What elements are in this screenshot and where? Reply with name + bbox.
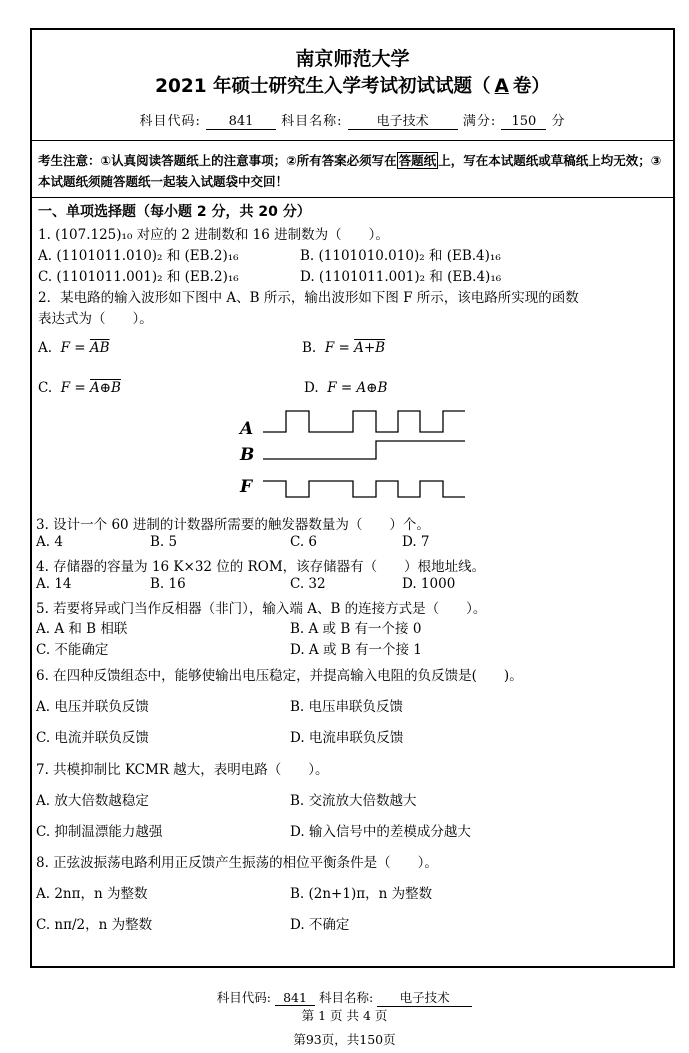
divider: [32, 140, 673, 141]
q1-option-d: D. (1101011.001)₂ 和 (EB.4)₁₆: [300, 269, 502, 285]
subject-code: 841: [206, 114, 276, 130]
q1-stem: 1. (107.125)₁₀ 对应的 2 进制数和 16 进制数为（ ）。: [38, 227, 389, 243]
q4-option-b: B. 16: [150, 576, 186, 592]
q6-option-b: B. 电压串联负反馈: [290, 699, 404, 715]
q8-option-b: B. (2n+1)π，n 为整数: [290, 886, 433, 902]
q8-option-a: A. 2nπ，n 为整数: [36, 886, 148, 902]
q3-option-d: D. 7: [402, 534, 430, 550]
wave-f: [263, 481, 465, 497]
q5-stem: 5. 若要将异或门当作反相器（非门），输入端 A、B 的连接方式是（ ）。: [36, 601, 487, 617]
wave-a: [263, 411, 465, 432]
university-name: 南京师范大学: [295, 48, 410, 70]
q1-option-c: C. (1101011.001)₂ 和 (EB.2)₁₆: [38, 269, 239, 285]
q4-option-d: D. 1000: [402, 576, 456, 592]
exam-version: A: [494, 76, 509, 97]
q4-option-c: C. 32: [290, 576, 326, 592]
q7-option-c: C. 抑制温漂能力越强: [36, 824, 163, 840]
footer-page: 第 1 页 共 4 页: [301, 1008, 388, 1023]
q7-option-d: D. 输入信号中的差模成分越大: [290, 824, 471, 840]
q1-option-b: B. (1101010.010)₂ 和 (EB.4)₁₆: [300, 248, 501, 264]
q3-option-c: C. 6: [290, 534, 318, 550]
footer-subject: 科目代码: 841 科目名称: 电子技术: [0, 988, 689, 1007]
q2-stem-line2: 表达式为（ ）。: [38, 311, 153, 327]
q3-stem: 3. 设计一个 60 进制的计数器所需要的触发器数量为（ ）个。: [36, 517, 430, 533]
wave-label-a: A: [240, 419, 254, 439]
section-heading: 一、单项选择题（每小题 2 分，共 20 分）: [38, 204, 311, 220]
subject-info: 科目代码: 841 科目名称: 电子技术 满分: 150 分: [32, 110, 673, 130]
q4-stem: 4. 存储器的容量为 16 K×32 位的 ROM，该存储器有（ ）根地址线。: [36, 559, 486, 575]
q3-option-a: A. 4: [36, 534, 63, 550]
q7-option-b: B. 交流放大倍数越大: [290, 793, 417, 809]
q6-stem: 6. 在四种反馈组态中，能够使输出电压稳定，并提高输入电阻的负反馈是( )。: [36, 668, 523, 684]
wave-b: [263, 441, 465, 459]
q5-option-c: C. 不能确定: [36, 642, 109, 658]
wave-label-f: F: [240, 477, 253, 497]
q3-option-b: B. 5: [150, 534, 178, 550]
q8-option-c: C. nπ/2，n 为整数: [36, 917, 153, 933]
waveform-diagram: [230, 380, 470, 505]
q8-stem: 8. 正弦波振荡电路利用正反馈产生振荡的相位平衡条件是（ ）。: [36, 855, 438, 871]
q5-option-b: B. A 或 B 有一个接 0: [290, 621, 422, 637]
exam-notice: 考生注意：①认真阅读答题纸上的注意事项；②所有答案必须写在 答题纸 上，写在本试题纸或草稿纸上均无效；③本试题纸须随答题纸一起装入试题袋中交回！: [38, 153, 662, 189]
q6-option-a: A. 电压并联负反馈: [36, 699, 149, 715]
wave-label-b: B: [240, 445, 255, 465]
q6-option-d: D. 电流串联负反馈: [290, 730, 404, 746]
q2-option-d: D. F = A⊕B: [304, 380, 388, 396]
q2-option-c: C. F = A⊕B: [38, 380, 121, 396]
q2-stem-line1: 2．某电路的输入波形如下图中 A、B 所示，输出波形如下图 F 所示，该电路所实现的函数: [38, 290, 579, 306]
q6-option-c: C. 电流并联负反馈: [36, 730, 149, 746]
q4-option-a: A. 14: [36, 576, 72, 592]
divider: [32, 197, 673, 198]
exam-title: 2021 年硕士研究生入学考试初试试题（ A 卷）: [155, 76, 550, 97]
answer-sheet-box: 答题纸: [398, 153, 437, 168]
q7-option-a: A. 放大倍数越稳定: [36, 793, 149, 809]
subject-name: 电子技术: [348, 110, 458, 130]
q7-stem: 7. 共模抑制比 KCMR 越大，表明电路（ ）。: [36, 762, 329, 778]
q2-option-b: B. F = A+B: [302, 340, 386, 356]
q1-option-a: A. (1101011.010)₂ 和 (EB.2)₁₆: [38, 248, 239, 264]
q5-option-a: A. A 和 B 相联: [36, 621, 128, 637]
q8-option-d: D. 不确定: [290, 917, 350, 933]
q5-option-d: D. A 或 B 有一个接 1: [290, 642, 422, 658]
footer-total-pages: 第93页，共150页: [293, 1032, 396, 1047]
q2-option-a: A. $F = \overline{AB}$: [38, 340, 110, 356]
full-score: 150: [501, 114, 546, 130]
